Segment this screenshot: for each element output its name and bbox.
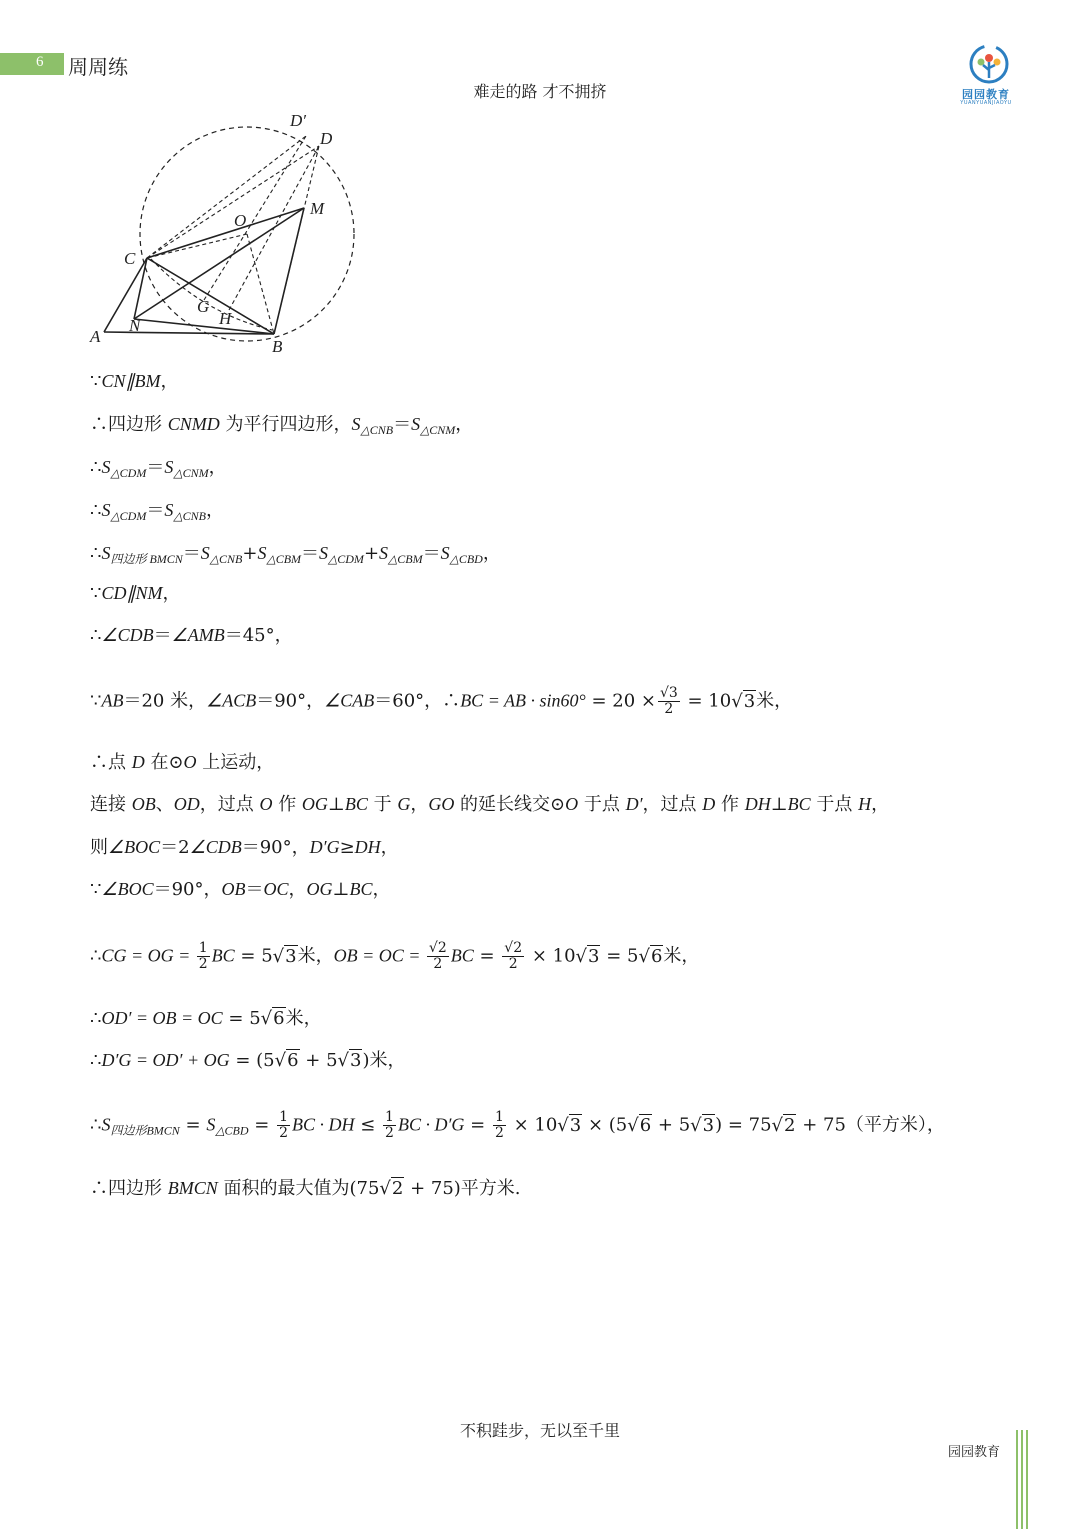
series-title: 周周练: [68, 55, 128, 79]
logo-subtext: YUANYUANJIAOYU: [960, 100, 1012, 106]
label-M: M: [310, 199, 325, 218]
solution-line-10: 连接 OB、OD，过点 O 作 OG⊥BC 于 G，GO 的延长线交⊙O 于点 D′，过点 D 作 DH⊥BC 于点 H，: [90, 794, 890, 815]
label-D: D: [320, 129, 333, 148]
solution-line-4: $\therefore S_{\triangle CDM}=S_{\triangle CNB}$，: [90, 500, 224, 523]
solution-line-1: ∵CN∥BM，: [90, 371, 179, 392]
header-motto: 难走的路 才不拥挤: [473, 82, 607, 101]
solution-line-12: ∵∠BOC＝90°，OB＝OC，OG⊥BC，: [90, 879, 391, 900]
label-N: N: [129, 316, 141, 335]
solution-line-16: $\therefore S_{四边形BMCN} = S_{\triangle CBD}$ = $\frac{1}{2}$ BC · DH ≤ $\frac{1}{2}$ BC · D′G = $\frac{1}{2}$ × 10√3 × (5√6 + 5√3) = 75√2 + 75（平方米），: [90, 1109, 945, 1141]
solution-line-6: ∵CD∥NM，: [90, 583, 181, 604]
solution-line-3: $\therefore S_{\triangle CDM}=S_{\triangle CNM}$，: [90, 457, 227, 480]
seg-CN: [134, 258, 147, 319]
solution-line-9: ∴点 D 在⊙O 上运动，: [90, 752, 275, 773]
label-G: G: [197, 297, 210, 316]
geometry-figure: [84, 104, 364, 356]
solution-line-17: ∴四边形 BMCN 面积的最大值为(75√2 + 75)平方米.: [90, 1178, 521, 1199]
solution-line-14: ∴OD′ = OB = OC = 5√6米，: [90, 1008, 322, 1029]
label-H: H: [219, 309, 232, 328]
page-number-tab: [0, 53, 64, 75]
label-A: A: [90, 327, 101, 346]
label-D-prime: D′: [290, 111, 306, 130]
footer-motto: 不积跬步，无以至千里: [459, 1421, 620, 1440]
label-C: C: [124, 249, 136, 268]
solution-line-7: ∴∠CDB＝∠AMB＝45°，: [90, 625, 293, 646]
solution-line-8: ∵AB＝20 米，∠ACB＝90°，∠CAB＝60°，∴BC = AB · sin60° = 20 × $\frac{√3}{2}$ = 10√3米，: [90, 685, 793, 717]
logo-text: 园园教育: [962, 88, 1010, 101]
solution-line-2: ∴四边形 CNMD 为平行四边形，$S_{\triangle CNB}=S_{\triangle CNM}$，: [90, 414, 474, 437]
label-B: B: [272, 337, 283, 356]
seg-NM: [134, 208, 304, 319]
page-number: 6: [36, 54, 44, 70]
solution-line-11: 则∠BOC＝2∠CDB＝90°，D′G≥DH，: [90, 837, 399, 858]
seg-AC: [104, 258, 147, 332]
solution-line-13: ∴CG = OG = $\frac{1}{2}$ BC = 5√3米，OB = OC = $\frac{√2}{2}$ BC = $\frac{√2}{2}$ × 10√3 = 5√6米，: [90, 940, 700, 972]
solution-line-15: ∴D′G = OD′ + OG = (5√6 + 5√3)米，: [90, 1050, 406, 1071]
footer-brand: 园园教育: [948, 1445, 1001, 1460]
solution-line-5: $\therefore S_{四边形 BMCN}=S_{\triangle CNB}+S_{\triangle CBM}=S_{\triangle CDM}+S_{\triangle CBM}=S_{\triangle CBD}$，: [90, 543, 501, 566]
footer-decoration-bars: [1016, 1430, 1032, 1529]
label-O: O: [234, 211, 247, 230]
